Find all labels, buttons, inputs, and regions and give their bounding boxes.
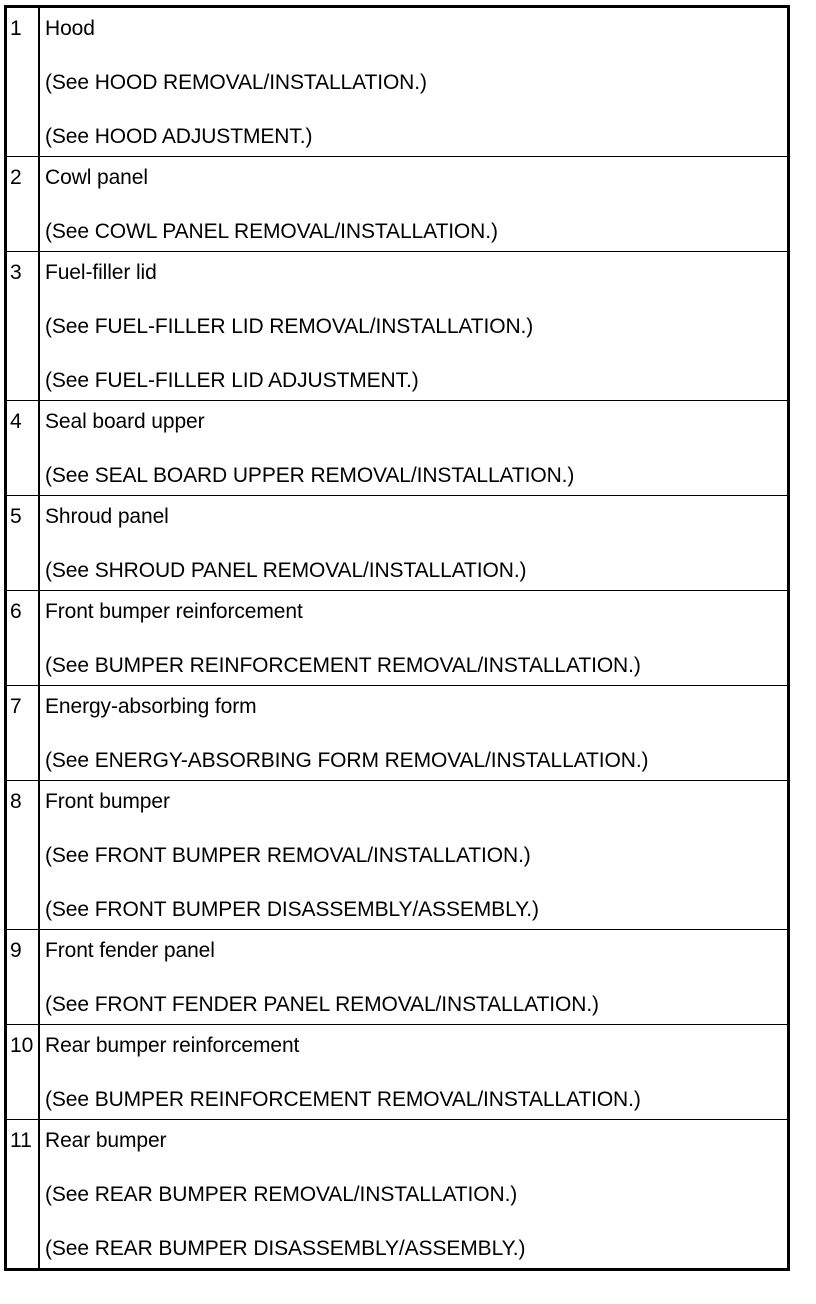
item-content <box>40 252 787 400</box>
part-name: Energy-absorbing form <box>45 695 257 718</box>
parts-table <box>4 5 790 1271</box>
item-content <box>40 781 787 929</box>
part-name: Rear bumper <box>45 1129 167 1152</box>
item-content <box>40 1120 787 1268</box>
item-content <box>40 8 787 156</box>
item-number: 4 <box>7 401 40 495</box>
reference-link: (See BUMPER REINFORCEMENT REMOVAL/INSTALLATION.) <box>45 1088 641 1111</box>
table-row <box>7 780 787 929</box>
reference-link: (See SEAL BOARD UPPER REMOVAL/INSTALLATION.) <box>45 464 575 487</box>
item-number: 5 <box>7 496 40 590</box>
item-number: 6 <box>7 591 40 685</box>
item-number: 11 <box>7 1120 40 1268</box>
part-name: Fuel-filler lid <box>45 261 157 284</box>
item-number: 1 <box>7 8 40 156</box>
item-content <box>40 496 787 590</box>
item-content <box>40 591 787 685</box>
table-row <box>7 400 787 495</box>
part-name: Front fender panel <box>45 939 215 962</box>
item-number: 8 <box>7 781 40 929</box>
reference-link: (See FUEL-FILLER LID ADJUSTMENT.) <box>45 369 419 392</box>
reference-link: (See FUEL-FILLER LID REMOVAL/INSTALLATION.) <box>45 315 534 338</box>
item-content <box>40 401 787 495</box>
item-number: 9 <box>7 930 40 1024</box>
table-row <box>7 929 787 1024</box>
reference-link: (See SHROUD PANEL REMOVAL/INSTALLATION.) <box>45 559 527 582</box>
item-content <box>40 686 787 780</box>
table-row <box>7 590 787 685</box>
reference-link: (See REAR BUMPER DISASSEMBLY/ASSEMBLY.) <box>45 1237 526 1260</box>
table-row <box>7 495 787 590</box>
table-row <box>7 8 787 156</box>
part-name: Shroud panel <box>45 505 169 528</box>
reference-link: (See BUMPER REINFORCEMENT REMOVAL/INSTALLATION.) <box>45 654 641 677</box>
item-number: 7 <box>7 686 40 780</box>
item-number: 3 <box>7 252 40 400</box>
item-content <box>40 930 787 1024</box>
part-name: Rear bumper reinforcement <box>45 1034 300 1057</box>
part-name: Front bumper reinforcement <box>45 600 303 623</box>
reference-link: (See REAR BUMPER REMOVAL/INSTALLATION.) <box>45 1183 518 1206</box>
item-content <box>40 1025 787 1119</box>
reference-link: (See COWL PANEL REMOVAL/INSTALLATION.) <box>45 220 498 243</box>
table-row <box>7 156 787 251</box>
reference-link: (See HOOD REMOVAL/INSTALLATION.) <box>45 71 427 94</box>
table-row <box>7 1024 787 1119</box>
reference-link: (See FRONT BUMPER DISASSEMBLY/ASSEMBLY.) <box>45 898 539 921</box>
table-row <box>7 685 787 780</box>
item-content <box>40 157 787 251</box>
item-number: 2 <box>7 157 40 251</box>
part-name: Hood <box>45 17 95 40</box>
part-name: Front bumper <box>45 790 170 813</box>
table-row <box>7 251 787 400</box>
table-row <box>7 1119 787 1268</box>
part-name: Cowl panel <box>45 166 148 189</box>
part-name: Seal board upper <box>45 410 205 433</box>
reference-link: (See FRONT FENDER PANEL REMOVAL/INSTALLATION.) <box>45 993 599 1016</box>
reference-link: (See FRONT BUMPER REMOVAL/INSTALLATION.) <box>45 844 531 867</box>
item-number: 10 <box>7 1025 40 1119</box>
reference-link: (See HOOD ADJUSTMENT.) <box>45 125 313 148</box>
reference-link: (See ENERGY-ABSORBING FORM REMOVAL/INSTALLATION.) <box>45 749 649 772</box>
